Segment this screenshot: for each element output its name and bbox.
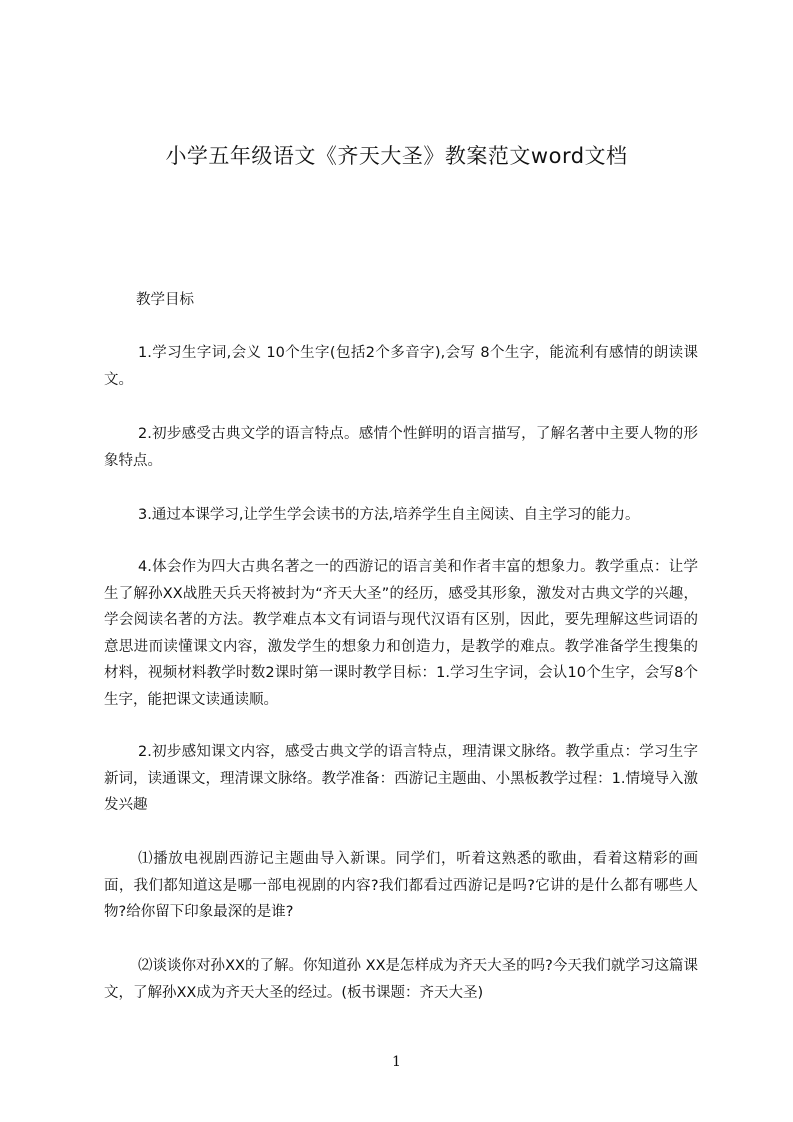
- paragraph: 4.体会作为四大古典名著之一的西游记的语言美和作者丰富的想象力。教学重点：让学生了解孙XX战胜天兵天将被封为“齐天大圣”的经历，感受其形象，激发对古典文学的兴趣，学会阅读名著的方法。教学难点本文有词语与现代汉语有区别，因此，要先理解这些词语的意思进而读懂课文内容，激发学生的想象力和创造力，是教学的难点。教学准备学生搜集的材料，视频材料教学时数2课时第一课时教学目标：1.学习生字词，会认10个生字，会写8个生字，能把课文读通读顺。: [104, 559, 698, 708]
- paragraph: ⑴播放电视剧西游记主题曲导入新课。同学们，听着这熟悉的歌曲，看着这精彩的画面，我们都知道这是哪一部电视剧的内容?我们都看过西游记是吗?它讲的是什么都有哪些人物?给你留下印象最深的是谁?: [104, 851, 698, 920]
- paragraph: 1.学习生字词,会义 10个生字(包括2个多音字),会写 8个生字，能流利有感情的朗读课文。: [104, 345, 698, 388]
- paragraph: ⑵谈谈你对孙XX的了解。你知道孙 XX是怎样成为齐天大圣的吗?今天我们就学习这篇课文，了解孙XX成为齐天大圣的经过。(板书课题：齐天大圣): [104, 958, 698, 1001]
- paragraph-4-block: [104, 554, 698, 713]
- section-heading: 教学目标: [136, 292, 194, 308]
- paragraph: 3.通过本课学习,让学生学会读书的方法,培养学生自主阅读、自主学习的能力。: [138, 507, 640, 523]
- paragraph-7-block: [104, 953, 698, 1006]
- page-number: 1: [392, 1054, 401, 1070]
- paragraph-6-block: [104, 846, 698, 926]
- document-title: 小学五年级语文《齐天大圣》教案范文word文档: [165, 144, 628, 168]
- paragraph: 2.初步感受古典文学的语言特点。感情个性鲜明的语言描写，了解名著中主要人物的形象特点。: [104, 426, 698, 469]
- paragraph-5-block: [104, 739, 698, 819]
- paragraph: 2.初步感知课文内容，感受古典文学的语言特点，理清课文脉络。教学重点：学习生字新词，读通课文，理清课文脉络。教学准备：西游记主题曲、小黑板教学过程：1.情境导入激发兴趣: [104, 744, 698, 813]
- paragraph-1-block: [104, 340, 698, 393]
- paragraph-3-block: [104, 502, 698, 529]
- paragraph-2-block: [104, 421, 698, 474]
